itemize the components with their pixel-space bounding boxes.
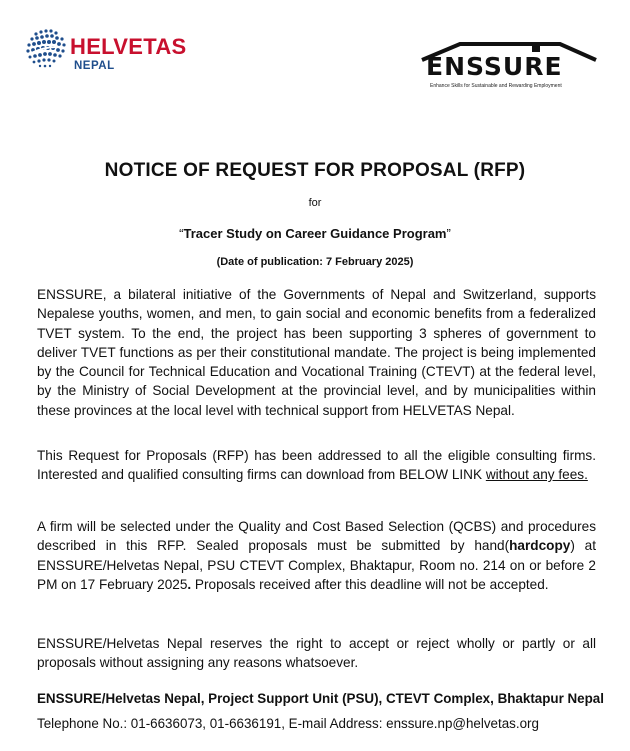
globe-icon (24, 26, 70, 72)
submission-text-a: A firm will be selected under the Quality and Cost Based Selection (QCBS) and procedures described in this RFP. Sealed proposals must be submitted by hand( (37, 519, 596, 554)
paragraph-download (37, 446, 596, 485)
paragraph-rights: ENSSURE/Helvetas Nepal reserves the right to accept or reject wholly or partly or all proposals without assigning any reasons whatsoever. (37, 636, 596, 671)
deadline-note: Proposals received after this deadline will not be accepted. (191, 576, 549, 592)
hardcopy-text: hardcopy (509, 538, 571, 554)
for-label: for (308, 197, 322, 209)
helvetas-logo (24, 26, 214, 78)
enssure-logo (420, 40, 600, 90)
download-text: This Request for Proposals (RFP) has been addressed to all the eligible consulting firms. Interested and qualified consulting firms can download from BELOW LINK (37, 448, 596, 483)
footer-contact: Telephone No.: 01-6636073, 01-6636191, E-mail Address: enssure.np@helvetas.org (37, 716, 539, 731)
submission-text-c: ) at ENSSURE/Helvetas Nepal, PSU CTEVT Complex, Bhaktapur, Room no. 214 on or before 2 PM on 17 February 2025 (37, 538, 597, 592)
footer-address: ENSSURE/Helvetas Nepal, Project Support Unit (PSU), CTEVT Complex, Bhaktapur Nepal (37, 691, 604, 706)
enssure-wordmark: ENSSURE (426, 52, 563, 81)
quote-close: ” (446, 226, 451, 241)
helvetas-country: NEPAL (74, 60, 115, 72)
paragraph-submission (37, 517, 596, 594)
enssure-tagline: Enhance Skills for Sustainable and Rewarding Employment (430, 83, 562, 89)
submission-period: . (187, 576, 192, 592)
paragraph-background: ENSSURE, a bilateral initiative of the Governments of Nepal and Switzerland, supports Nepalese youths, women, and men, to gain social and economic benefits from a federalized TVET system. To the end, the project has been supporting 3 spheres of government to deliver TVET functions as per their constitutional mandate. The project is being implemented by the Council for Technical Education and Vocational Training (CTEVT) at the federal level, by the Ministry of Social Development at the provincial level, and by municipalities within these provinces at the local level with technical support from HELVETAS Nepal. (37, 287, 596, 418)
subject-text: Tracer Study on Career Guidance Program (183, 226, 447, 241)
helvetas-wordmark: HELVETAS (70, 34, 187, 59)
notice-title: NOTICE OF REQUEST FOR PROPOSAL (RFP) (104, 160, 526, 181)
publication-date: (Date of publication: 7 February 2025) (216, 256, 414, 268)
rfp-subject (0, 226, 630, 241)
free-download-link[interactable]: without any fees. (485, 467, 588, 483)
quote-open: “ (179, 226, 184, 241)
